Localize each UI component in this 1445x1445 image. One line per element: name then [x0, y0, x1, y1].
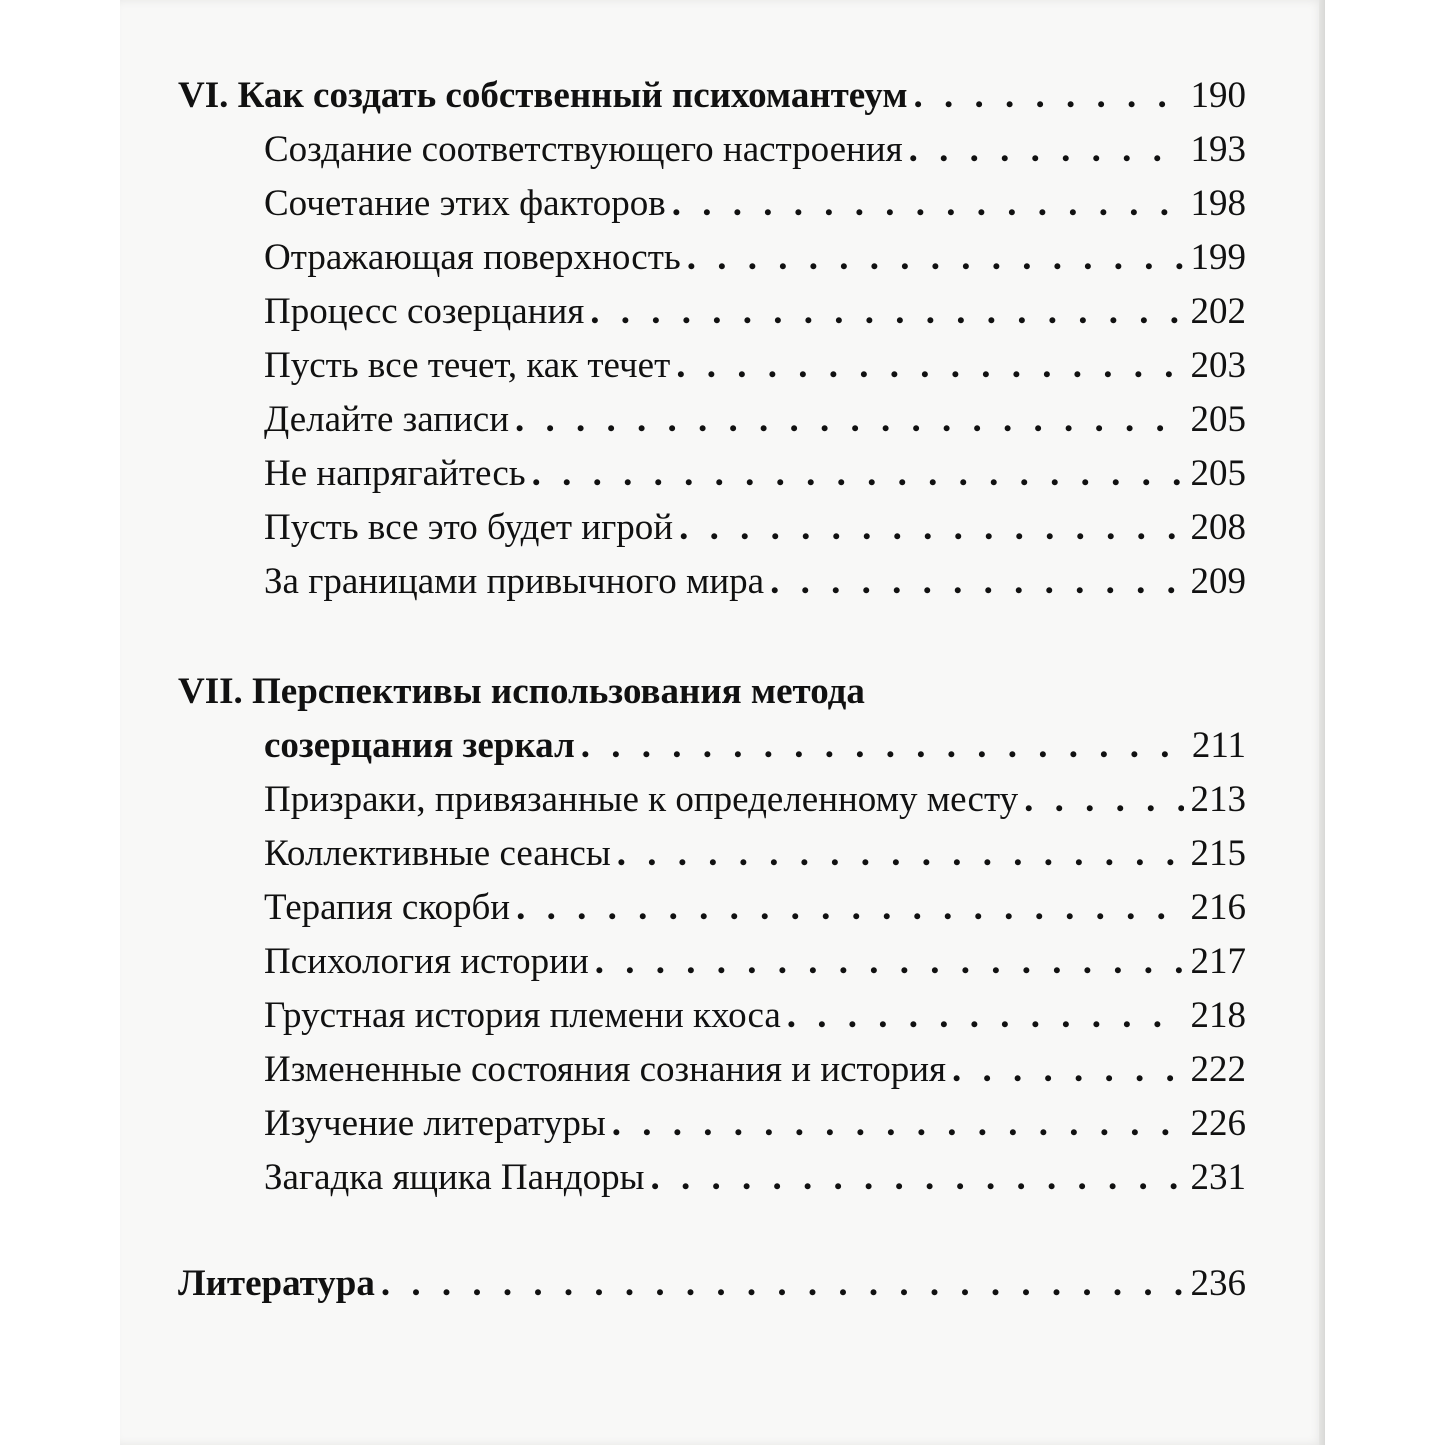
toc-item-label: Пусть все течет, как течет — [264, 345, 671, 386]
toc-page-number: 203 — [1190, 345, 1246, 386]
toc-item — [264, 128, 1246, 172]
toc-leader-dots — [679, 506, 1184, 550]
toc-item-label: Отражающая поверхность — [264, 237, 681, 278]
toc-item — [264, 1048, 1246, 1092]
toc-leader-dots — [672, 182, 1184, 226]
toc-item-label: Измененные состояния сознания и история — [264, 1049, 947, 1090]
toc-page-number: 213 — [1190, 779, 1246, 820]
toc-item — [264, 1156, 1246, 1200]
toc-leader-dots — [532, 452, 1184, 496]
toc-item-label: Сочетание этих факторов — [264, 183, 666, 224]
toc-item — [264, 994, 1246, 1038]
toc-item-label: Призраки, привязанные к определенному месту — [264, 779, 1019, 820]
toc-leader-dots — [909, 128, 1184, 172]
toc-item-label: Изучение литературы — [264, 1103, 606, 1144]
toc-page-number: 193 — [1190, 129, 1246, 170]
toc-leader-dots — [770, 560, 1184, 604]
toc-leader-dots — [914, 74, 1184, 118]
toc-item-label: Не напрягайтесь — [264, 453, 526, 494]
toc-item-label: Коллективные сеансы — [264, 833, 611, 874]
toc-chapter-title: VI. Как создать собственный психомантеум — [178, 75, 908, 116]
toc-item — [264, 778, 1246, 822]
toc-page-number: 218 — [1190, 995, 1246, 1036]
toc-page-number: 211 — [1191, 725, 1246, 766]
toc-item — [264, 1102, 1246, 1146]
toc-leader-dots — [590, 290, 1184, 334]
toc-page-number: 198 — [1190, 183, 1246, 224]
toc-leader-dots — [381, 1262, 1184, 1306]
page-edge — [1319, 0, 1325, 1445]
toc-leader-dots — [787, 994, 1184, 1038]
toc-page-number: 215 — [1190, 833, 1246, 874]
toc-item-label: Процесс созерцания — [264, 291, 585, 332]
toc-chapter-7-title: VII. Перспективы использования метода — [178, 671, 865, 712]
toc-page-number: 205 — [1190, 399, 1246, 440]
toc-item — [264, 832, 1246, 876]
toc-page-number: 216 — [1190, 887, 1246, 928]
toc-page-number: 202 — [1190, 291, 1246, 332]
toc-leader-dots — [516, 886, 1184, 930]
toc-item — [264, 940, 1246, 984]
toc-item-label: Терапия скорби — [264, 887, 511, 928]
toc-item — [264, 182, 1246, 226]
toc-item-label: Создание соответствующего настроения — [264, 129, 903, 170]
toc-leader-dots — [617, 832, 1184, 876]
toc-chapter-title-cont: созерцания зеркал — [264, 725, 575, 766]
toc-leader-dots — [515, 398, 1184, 442]
toc-page-number: 231 — [1190, 1157, 1246, 1198]
toc-item-label: Загадка ящика Пандоры — [264, 1157, 645, 1198]
toc-leader-dots — [952, 1048, 1184, 1092]
toc-item-label: Пусть все это будет игрой — [264, 507, 674, 548]
toc-leader-dots — [612, 1102, 1184, 1146]
toc-item — [264, 236, 1246, 280]
toc-references — [178, 1262, 1246, 1306]
toc-leader-dots — [581, 724, 1184, 768]
toc-item — [264, 290, 1246, 334]
toc-page-number: 217 — [1190, 941, 1246, 982]
toc-chapter-7 — [264, 724, 1246, 768]
toc-item — [264, 398, 1246, 442]
toc-page-number: 236 — [1190, 1263, 1246, 1304]
toc-item — [264, 560, 1246, 604]
toc-item-label: Грустная история племени кхоса — [264, 995, 781, 1036]
toc-page-number: 222 — [1190, 1049, 1246, 1090]
toc-item-label: Делайте записи — [264, 399, 510, 440]
toc-page-number: 190 — [1190, 75, 1246, 116]
toc-item — [264, 886, 1246, 930]
toc-item — [264, 344, 1246, 388]
toc-leader-dots — [651, 1156, 1185, 1200]
toc-item-label: За границами привычного мира — [264, 561, 765, 602]
toc-page-number: 208 — [1190, 507, 1246, 548]
toc-item — [264, 452, 1246, 496]
toc-leader-dots — [595, 940, 1184, 984]
toc-chapter-6 — [178, 74, 1246, 118]
toc-references-title: Литература — [178, 1263, 375, 1304]
toc-page-number: 226 — [1190, 1103, 1246, 1144]
toc-item — [264, 506, 1246, 550]
toc-leader-dots — [687, 236, 1184, 280]
toc-leader-dots — [676, 344, 1184, 388]
toc-item-label: Психология истории — [264, 941, 589, 982]
toc-page-number: 209 — [1190, 561, 1246, 602]
toc-page-number: 199 — [1190, 237, 1246, 278]
toc-page-number: 205 — [1190, 453, 1246, 494]
toc-leader-dots — [1024, 778, 1184, 822]
